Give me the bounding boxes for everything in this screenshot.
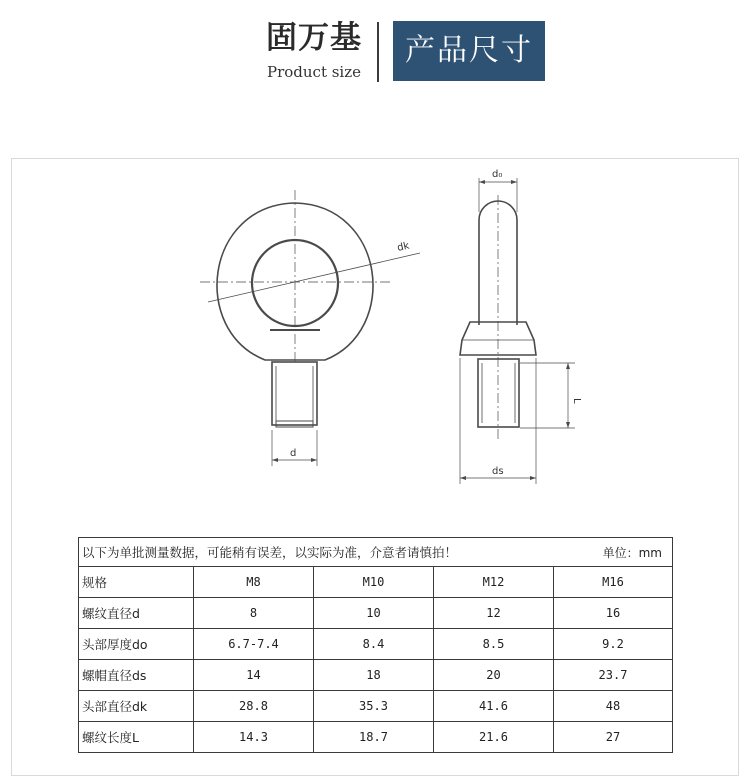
table-cell: 8.4: [314, 629, 434, 660]
table-unit: 单位：mm: [602, 545, 662, 560]
label-d0: d₀: [492, 169, 503, 180]
table-row: [79, 598, 673, 629]
table-cell: 41.6: [434, 691, 554, 722]
table-row: [79, 660, 673, 691]
table-cell: 18: [314, 660, 434, 691]
brand-subtitle: Product size: [266, 63, 362, 81]
table-cell: 21.6: [434, 722, 554, 753]
table-cell: 10: [314, 598, 434, 629]
table-cell: 12: [434, 598, 554, 629]
row-label: 头部厚度do: [79, 629, 194, 660]
table-cell: 14: [194, 660, 314, 691]
column-header: M10: [314, 567, 434, 598]
table-note-row: [79, 538, 673, 567]
table-cell: 35.3: [314, 691, 434, 722]
table-cell: 16: [554, 598, 673, 629]
row-label: 螺帽直径ds: [79, 660, 194, 691]
column-header: M8: [194, 567, 314, 598]
table-cell: 48: [554, 691, 673, 722]
table-cell: 28.8: [194, 691, 314, 722]
label-ds: ds: [492, 466, 504, 477]
label-L: L: [571, 398, 582, 404]
table-cell: 14.3: [194, 722, 314, 753]
table-note-cell: [79, 538, 673, 567]
side-view: [460, 178, 575, 484]
table-note: 以下为单批测量数据，可能稍有误差，以实际为准，介意者请慎拍！: [82, 545, 458, 560]
table-cell: 18.7: [314, 722, 434, 753]
brand-name: 固万基: [266, 20, 362, 56]
column-header: M12: [434, 567, 554, 598]
spec-table: [78, 537, 673, 753]
column-header: M16: [554, 567, 673, 598]
row-label: 头部直径dk: [79, 691, 194, 722]
table-cell: 8.5: [434, 629, 554, 660]
table-cell: 8: [194, 598, 314, 629]
table-header-row: [79, 567, 673, 598]
table-row: [79, 629, 673, 660]
table-cell: 27: [554, 722, 673, 753]
label-dk: dk: [396, 240, 411, 254]
row-label: 螺纹直径d: [79, 598, 194, 629]
table-cell: 9.2: [554, 629, 673, 660]
table-cell: 23.7: [554, 660, 673, 691]
table-cell: 6.7-7.4: [194, 629, 314, 660]
column-header: 规格: [79, 567, 194, 598]
table-row: [79, 691, 673, 722]
section-title: 产品尺寸: [393, 21, 545, 81]
front-view: [200, 190, 420, 466]
table-row: [79, 722, 673, 753]
row-label: 螺纹长度L: [79, 722, 194, 753]
label-d: d: [290, 448, 297, 459]
table-cell: 20: [434, 660, 554, 691]
